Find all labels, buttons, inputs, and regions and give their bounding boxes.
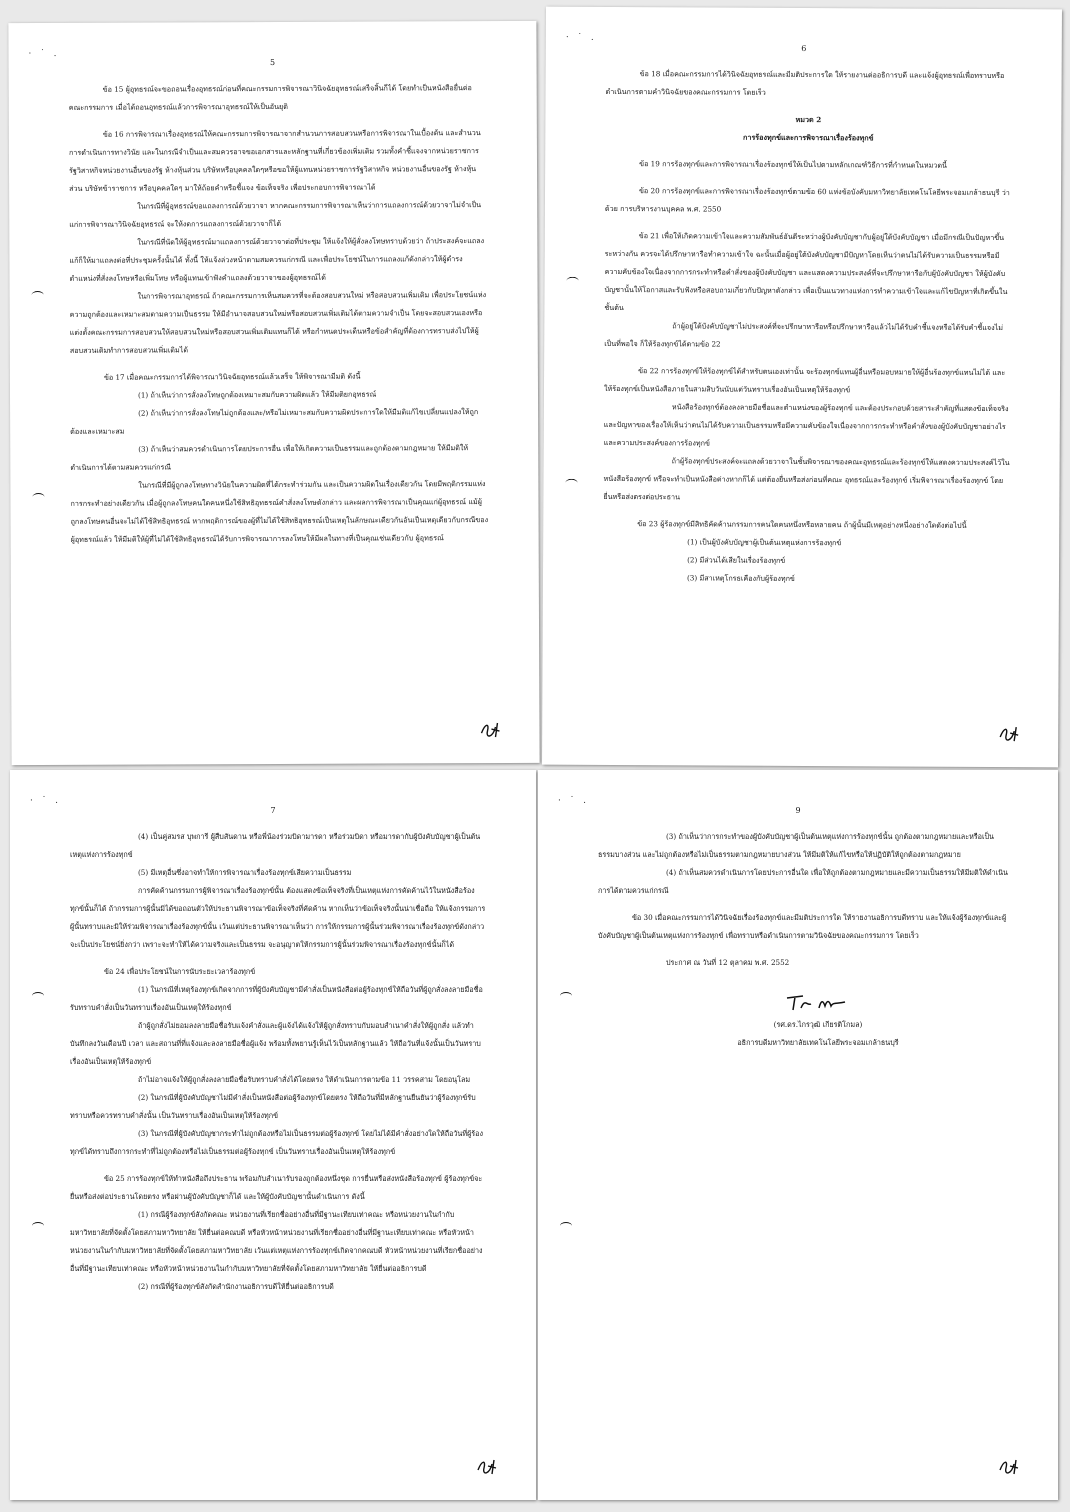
- signature-block: [718, 992, 918, 1052]
- handwritten-signature: [783, 992, 853, 1014]
- page-body: [70, 828, 486, 1296]
- initials-signature: [477, 719, 503, 741]
- paragraph: ข้อ 24 เพื่อประโยชน์ในการนับระยะเวลาร้องทุกข์: [104, 967, 256, 976]
- list-item: (1) ถ้าเห็นว่าการสั่งลงโทษถูกต้องเหมาะสมกับความผิดแล้ว ให้มีมติยกอุทธรณ์: [137, 389, 377, 400]
- list-item: (3) ถ้าเห็นว่าการกระทำของผู้บังคับบัญชาผู้เป็นต้นเหตุแห่งการร้องทุกข์นั้น ถูกต้องตามกฎหมายและหรือเป็นธรรมบางส่วน และไม่ถูกต้องหรือไม่เป็นธรรมตามกฎหมายบางส่วน ให้มีมติให้แก้ไขหรือให้ปฏิบัติให้ถูกต้องตามกฎหมาย: [598, 832, 994, 859]
- paragraph: ในกรณีที่นัดให้ผู้อุทธรณ์มาแถลงการณ์ด้วยวาจาต่อที่ประชุม ให้แจ้งให้ผู้สั่งลงโทษทราบด้วยว่า ถ้าประสงค์จะแถลงแก้ก็ให้มาแถลงต่อที่ประชุมครั้งนั้นได้ ทั้งนี้ ให้แจ้งล่วงหน้าตามสมควรแก่กรณี และเพื่อประโยชน์ในการแถลงแก้ดังกล่าวให้ผู้ดำรงตำแหน่งที่สั่งลงโทษหรือเพิ่มโทษ หรือผู้แทนเข้าฟังคำแถลงด้วยวาจาของผู้อุทธรณ์ได้: [69, 236, 485, 283]
- list-item: (5) มีเหตุอื่นซึ่งอาจทำให้การพิจารณาเรื่องร้องทุกข์เสียความเป็นธรรม: [138, 868, 352, 877]
- paragraph: ข้อ 20 การร้องทุกข์และการพิจารณาเรื่องร้องทุกข์ตามข้อ 60 แห่งข้อบังคับมหาวิทยาลัยเทคโนโลยีพระจอมเกล้าธนบุรี ว่าด้วย การบริหารงานบุคคล พ.ศ. 2550: [604, 186, 1010, 214]
- punch-hole-mark: [560, 1222, 572, 1230]
- scan-specks: · ˙ .: [558, 796, 589, 806]
- page-7: [10, 770, 536, 1500]
- paragraph: หนังสือร้องทุกข์ต้องลงลายมือชื่อและตำแหน่งของผู้ร้องทุกข์ และต้องประกอบด้วยสาระสำคัญที่แสดงข้อเท็จจริงและปัญหาของเรื่องให้เห็นว่าตนไม่ได้รับความเป็นธรรมหรือมีความคับข้องใจเนื่องจากการกระทำหรือคำสั่งของผู้บังคับบัญชาอย่างไร และความประสงค์ของการร้องทุกข์: [603, 402, 1009, 448]
- page-body: [598, 828, 1008, 1052]
- list-item: (1) ในกรณีที่เหตุร้องทุกข์เกิดจากการที่ผู้บังคับบัญชามีคำสั่งเป็นหนังสือต่อผู้ร้องทุกข์ให้ถือวันที่ผู้ถูกสั่งลงลายมือชื่อรับทราบคำสั่งเป็นวันทราบเรื่องอันเป็นเหตุให้ร้องทุกข์: [70, 985, 483, 1012]
- paragraph: ข้อ 19 การร้องทุกข์และการพิจารณาเรื่องร้องทุกข์ให้เป็นไปตามหลักเกณฑ์วิธีการที่กำหนดในหมวดนี้: [639, 159, 947, 170]
- scan-specks: · ˙ .: [28, 48, 60, 60]
- paragraph: ถ้าผู้ถูกสั่งไม่ยอมลงลายมือชื่อรับแจ้งคำสั่งและผู้แจ้งได้แจ้งให้ผู้ถูกสั่งทราบกับมอบสำเนาคำสั่งให้ผู้ถูกสั่ง แล้วทำบันทึกลงวันเดือนปี เวลา และสถานที่ที่แจ้งและลงลายมือชื่อผู้แจ้ง พร้อมทั้งพยานรู้เห็นไว้เป็นหลักฐานแล้ว ให้ถือวันที่แจ้งนั้นเป็นวันทราบเรื่องอันเป็นเหตุให้ร้องทุกข์: [70, 1021, 481, 1066]
- list-item: (4) ถ้าเห็นสมควรดำเนินการโดยประการอื่นใด เพื่อให้ถูกต้องตามกฎหมายและมีความเป็นธรรมให้มีมติให้ดำเนินการได้ตามควรแก่กรณี: [598, 868, 1008, 895]
- initials-signature: [996, 723, 1022, 745]
- initials-signature: [996, 1456, 1022, 1478]
- page-number: 5: [269, 57, 276, 68]
- page-number: 6: [801, 43, 807, 54]
- paragraph: ข้อ 25 การร้องทุกข์ให้ทำหนังสือถึงประธาน พร้อมกับสำเนารับรองถูกต้องหนึ่งชุด การยื่นหรือส่งหนังสือร้องทุกข์ ผู้ร้องทุกข์จะยื่นหรือส่งต่อประธานโดยตรง หรือผ่านผู้บังคับบัญชาก็ได้ และให้ผู้บังคับบัญชานั้นดำเนินการ ดังนี้: [70, 1174, 483, 1201]
- scan-specks: · ˙ .: [565, 32, 597, 43]
- list-item: (3) ในกรณีที่ผู้บังคับบัญชากระทำไม่ถูกต้องหรือไม่เป็นธรรมต่อผู้ร้องทุกข์ โดยไม่ได้มีคำสั่งอย่างใดให้ถือวันที่ผู้ร้องทุกข์ได้ทราบถึงการกระทำที่ไม่ถูกต้องหรือไม่เป็นธรรมต่อผู้ร้องทุกข์ เป็นวันทราบเรื่องอันเป็นเหตุให้ร้องทุกข์: [70, 1129, 483, 1156]
- paragraph: ข้อ 21 เพื่อให้เกิดความเข้าใจและความสัมพันธ์อันดีระหว่างผู้บังคับบัญชากับผู้อยู่ใต้บังคับบัญชา เมื่อมีกรณีเป็นปัญหาขึ้นระหว่างกัน ควรจะได้ปรึกษาหารือทำความเข้าใจ ฉะนั้นเมื่อผู้อยู่ใต้บังคับบัญชามีปัญหาโดยเห็นว่าตนไม่ได้รับความเป็นธรรมหรือมีความคับข้องใจเนื่องจากการกระทำหรือคำสั่งของผู้บังคับบัญชา และแสดงความประสงค์ที่จะปรึกษาหารือกับผู้บังคับบัญชา ให้ผู้บังคับบัญชานั้นให้โอกาสและรับฟังหรือสอบถามเกี่ยวกับปัญหาดังกล่าว เพื่อเป็นแนวทางแห่งการทำความเข้าใจและแก้ไขปัญหาที่เกิดขึ้นในชั้นต้น: [604, 231, 1008, 313]
- list-item: (3) มีสาเหตุโกรธเคืองกับผู้ร้องทุกข์: [686, 573, 795, 583]
- punch-hole-mark: [560, 992, 572, 1000]
- chapter-title: การร้องทุกข์และการพิจารณาเรื่องร้องทุกข์: [743, 132, 874, 143]
- page-body: [69, 79, 489, 549]
- chapter-heading: หมวด 2: [795, 114, 822, 125]
- list-item: (1) เป็นผู้บังคับบัญชาผู้เป็นต้นเหตุแห่งการร้องทุกข์: [687, 537, 842, 548]
- punch-hole-mark: [565, 479, 577, 487]
- page-9: [538, 770, 1058, 1500]
- paragraph: ถ้าผู้ร้องทุกข์ประสงค์จะแถลงด้วยวาจาในชั้นพิจารณาของคณะอุทธรณ์และร้องทุกข์ให้แสดงความประสงค์ไว้ในหนังสือร้องทุกข์ หรือจะทำเป็นหนังสือต่างหากก็ได้ แต่ต้องยื่นหรือส่งก่อนที่คณะ อุทธรณ์และร้องทุกข์ เริ่มพิจารณาเรื่องร้องทุกข์ โดยยื่นหรือส่งตรงต่อประธาน: [603, 456, 1010, 502]
- paragraph: ข้อ 17 เมื่อคณะกรรมการได้พิจารณาวินิจฉัยอุทธรณ์แล้วเสร็จ ให้พิจารณามีมติ ดังนี้: [103, 371, 361, 382]
- list-item: (2) กรณีที่ผู้ร้องทุกข์สังกัดสำนักงานอธิการบดีให้ยื่นต่ออธิการบดี: [138, 1282, 334, 1291]
- list-item: (4) เป็นคู่สมรส บุพการี ผู้สืบสันดาน หรือพี่น้องร่วมบิดามารดา หรือร่วมบิดา หรือมารดากับผู้บังคับบัญชาผู้เป็นต้นเหตุแห่งการร้องทุกข์: [70, 832, 481, 859]
- punch-hole-mark: [32, 1222, 44, 1230]
- initials-signature: [474, 1456, 500, 1478]
- paragraph: ข้อ 15 ผู้อุทธรณ์จะขอถอนเรื่องอุทธรณ์ก่อนที่คณะกรรมการพิจารณาวินิจฉัยอุทธรณ์เสร็จสิ้นก็ได้ โดยทำเป็นหนังสือยื่นต่อคณะกรรมการ เมื่อได้ถอนอุทธรณ์แล้วการพิจารณาอุทธรณ์ให้เป็นอันยุติ: [68, 83, 472, 112]
- list-item: (2) ถ้าเห็นว่าการสั่งลงโทษไม่ถูกต้องและ/หรือไม่เหมาะสมกับความผิดประการใดให้มีมติแก้ไขเปลี่ยนแปลงให้ถูกต้องและเหมาะสม: [70, 407, 479, 436]
- paragraph: ข้อ 18 เมื่อคณะกรรมการได้วินิจฉัยอุทธรณ์และมีมติประการใด ให้รายงานต่ออธิการบดี และแจ้งผู้อุทธรณ์เพื่อทราบหรือดำเนินการตามคำวินิจฉัยของคณะกรรมการ โดยเร็ว: [605, 69, 1005, 97]
- paragraph: ในกรณีที่ผู้อุทธรณ์ขอแถลงการณ์ด้วยวาจา หากคณะกรรมการพิจารณาเห็นว่าการแถลงการณ์ด้วยวาจาไม่จำเป็นแก่การพิจารณาวินิจฉัยอุทธรณ์ จะให้งดการแถลงการณ์ด้วยวาจาก็ได้: [69, 200, 482, 229]
- paragraph: ข้อ 16 การพิจารณาเรื่องอุทธรณ์ให้คณะกรรมการพิจารณาจากสำนวนการสอบสวนหรือการพิจารณาในเบื้องต้น และสำนวนการดำเนินการทางวินัย และในกรณีจำเป็นและสมควรอาจขอเอกสารและหลักฐานที่เกี่ยวข้องเพิ่มเติม รวมทั้งคำชี้แจงจากหน่วยราชการรัฐวิสาหกิจหน่วยงานอื่นของรัฐ ห้างหุ้นส่วน บริษัทหรือบุคคลใดๆหรือขอให้ผู้แทนหน่วยราชการรัฐวิสาหกิจ หน่วยงานอื่นของรัฐ ห้างหุ้นส่วน บริษัทข้าราชการ หรือบุคคลใดๆ มาให้ถ้อยคำหรือชี้แจง ข้อเท็จจริง เพื่อประกอบการพิจารณาได้: [68, 128, 481, 193]
- paragraph: ถ้าไม่อาจแจ้งให้ผู้ถูกสั่งลงลายมือชื่อรับทราบคำสั่งได้โดยตรง ให้ดำเนินการตามข้อ 11 วรรคสาม โดยอนุโลม: [138, 1075, 471, 1084]
- page-5: [8, 21, 539, 765]
- paragraph: การคัดค้านกรรมการผู้พิจารณาเรื่องร้องทุกข์นั้น ต้องแสดงข้อเท็จจริงที่เป็นเหตุแห่งการคัดค้านไว้ในหนังสือร้องทุกข์นั้นก็ได้ ถ้ากรรมการผู้นั้นมิได้ขอถอนตัวให้ประธานพิจารณาข้อเท็จจริงที่คัดค้าน หากเห็นว่าข้อเท็จจริงนั้นน่าเชื่อถือ ให้แจ้งกรรมการผู้นั้นทราบและมิให้ร่วมพิจารณาเรื่องร้องทุกข์นั้น เว้นแต่ประธานพิจารณาเห็นว่า การให้กรรมการผู้นั้นร่วมพิจารณาเรื่องร้องทุกข์ดังกล่าวจะเป็นประโยชน์ยิ่งกว่า เพราะจะทำให้ได้ความจริงและเป็นธรรม จะอนุญาตให้กรรมการผู้นั้นร่วมพิจารณาเรื่องร้องทุกข์นั้นก็ได้: [70, 886, 486, 949]
- page-body: [603, 65, 1012, 589]
- signer-title: อธิการบดีมหาวิทยาลัยเทคโนโลยีพระจอมเกล้าธนบุรี: [737, 1038, 899, 1047]
- paragraph: ในกรณีที่มีผู้ถูกลงโทษทางวินัยในความผิดที่ได้กระทำร่วมกัน และเป็นความผิดในเรื่องเดียวกัน โดยมีพฤติกรรมแห่งการกระทำอย่างเดียวกัน เมื่อผู้ถูกลงโทษคนใดคนหนึ่งใช้สิทธิอุทธรณ์คำสั่งลงโทษดังกล่าว และผลการพิจารณาเป็นคุณแก่ผู้อุทธรณ์ แม้ผู้ถูกลงโทษคนอื่นจะไม่ได้ใช้สิทธิอุทธรณ์ หากพฤติการณ์ของผู้ที่ไม่ได้ใช้สิทธิอุทธรณ์เป็นเหตุในลักษณะเดียวกันอันเป็นเหตุเดียวกับกรณีของผู้อุทธรณ์แล้ว ให้มีมติให้ผู้ที่ไม่ได้ใช้สิทธิอุทธรณ์ได้รับการพิจารณาการลงโทษให้มีผลในทางที่เป็นคุณเช่นเดียวกับ ผู้อุทธรณ์: [70, 479, 489, 544]
- paragraph: ข้อ 22 การร้องทุกข์ให้ร้องทุกข์ได้สำหรับตนเองเท่านั้น จะร้องทุกข์แทนผู้อื่นหรือมอบหมายให้ผู้อื่นร้องทุกข์แทนไม่ได้ และให้ร้องทุกข์เป็นหนังสือภายในสามสิบวันนับแต่วันทราบเรื่องอันเป็นเหตุให้ร้องทุกข์: [603, 366, 1006, 395]
- paragraph: ในการพิจารณาอุทธรณ์ ถ้าคณะกรรมการเห็นสมควรที่จะต้องสอบสวนใหม่ หรือสอบสวนเพิ่มเติม เพื่อประโยชน์แห่งความถูกต้องและเหมาะสมตามความเป็นธรรม ให้มีอำนาจสอบสวนใหม่หรือสอบสวนเพิ่มเติมได้ตามความจำเป็น โดยจะสอบสวนเองหรือแต่งตั้งคณะกรรมการสอบสวนให้สอบสวนใหม่หรือสอบสวนเพิ่มเติมแทนก็ได้ หรือกำหนดประเด็นหรือข้อสำคัญที่ต้องการทราบส่งไปให้ผู้สอบสวนเดิมทำการสอบสวนเพิ่มเติมได้: [69, 290, 487, 355]
- list-item: (3) ถ้าเห็นว่าสมควรดำเนินการโดยประการอื่น เพื่อให้เกิดความเป็นธรรมและถูกต้องตามกฎหมาย ให้มีมติให้ดำเนินการได้ตามสมควรแก่กรณี: [70, 443, 469, 472]
- punch-hole-mark: [567, 277, 579, 285]
- punch-hole-mark: [32, 992, 44, 1000]
- announcement-date: ประกาศ ณ วันที่ 12 ตุลาคม พ.ศ. 2552: [666, 958, 790, 967]
- paragraph: ข้อ 30 เมื่อคณะกรรมการได้วินิจฉัยเรื่องร้องทุกข์และมีมติประการใด ให้รายงานอธิการบดีทราบ และให้แจ้งผู้ร้องทุกข์และผู้บังคับบัญชาผู้เป็นต้นเหตุแห่งการร้องทุกข์ เพื่อทราบหรือดำเนินการตามวินิจฉัยของคณะกรรมการ โดยเร็ว: [598, 913, 1007, 940]
- scan-specks: · ˙ .: [30, 796, 61, 806]
- page-number: 9: [795, 806, 801, 815]
- punch-hole-mark: [32, 291, 44, 299]
- punch-hole-mark: [32, 493, 44, 501]
- page-number: 7: [270, 806, 276, 815]
- page-6: [542, 7, 1062, 768]
- paragraph: ถ้าผู้อยู่ใต้บังคับบัญชาไม่ประสงค์ที่จะปรึกษาหารือหรือปรึกษาหารือแล้วไม่ได้รับคำชี้แจงหรือได้รับคำชี้แจงไม่เป็นที่พอใจ ก็ให้ร้องทุกข์ได้ตามข้อ 22: [604, 321, 1004, 349]
- list-item: (1) กรณีผู้ร้องทุกข์สังกัดคณะ หน่วยงานที่เรียกชื่ออย่างอื่นที่มีฐานะเทียบเท่าคณะ หรือหน่วยงานในกำกับมหาวิทยาลัยที่จัดตั้งโดยสภามหาวิทยาลัย ให้ยื่นต่อคณบดี หรือหัวหน้าหน่วยงานที่เรียกชื่ออย่างอื่นที่มีฐานะเทียบเท่าคณะ หรือหัวหน้าหน่วยงานในกำกับมหาวิทยาลัยที่จัดตั้งโดยสภามหาวิทยาลัย เว้นแต่เหตุแห่งการร้องทุกข์เกิดจากคณบดี หัวหน้าหน่วยงานที่เรียกชื่ออย่างอื่นที่มีฐานะเทียบเท่าคณะ หรือหัวหน้าหน่วยงานในกำกับมหาวิทยาลัยที่จัดตั้งโดยสภามหาวิทยาลัย ให้ยื่นต่ออธิการบดี: [70, 1210, 483, 1273]
- paragraph: ข้อ 23 ผู้ร้องทุกข์มีสิทธิคัดค้านกรรมการคนใดคนหนึ่งหรือหลายคน ถ้าผู้นั้นมีเหตุอย่างหนึ่งอย่างใดดังต่อไปนี้: [637, 519, 967, 530]
- list-item: (2) มีส่วนได้เสียในเรื่องร้องทุกข์: [687, 555, 786, 565]
- list-item: (2) ในกรณีที่ผู้บังคับบัญชาไม่มีคำสั่งเป็นหนังสือต่อผู้ร้องทุกข์โดยตรง ให้ถือวันที่มีหลักฐานยืนยันว่าผู้ร้องทุกข์รับทราบหรือควรทราบคำสั่งนั้น เป็นวันทราบเรื่องอันเป็นเหตุให้ร้องทุกข์: [70, 1093, 476, 1120]
- signer-name: (รศ.ดร.ไกรวุฒิ เกียรติโกมล): [773, 1020, 863, 1029]
